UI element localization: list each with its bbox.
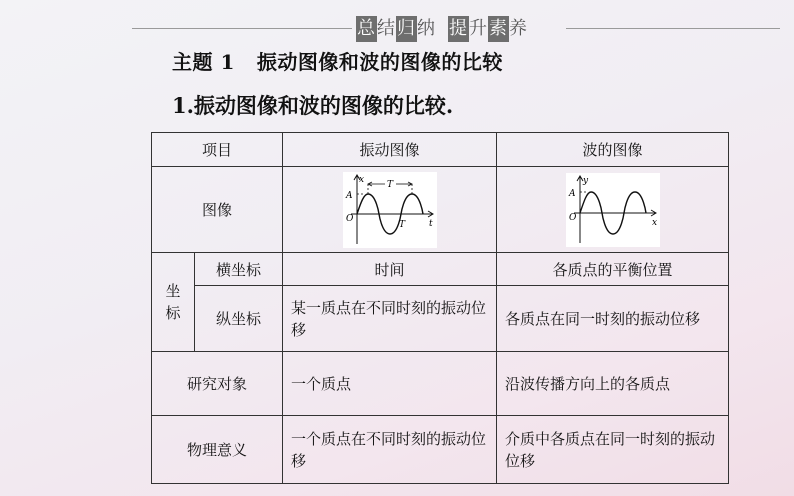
header-item: 项目 xyxy=(152,133,283,167)
cell-wave-meaning: 介质中各质点在同一时刻的振动位移 xyxy=(497,416,729,484)
section-banner xyxy=(0,16,794,42)
coordinate-group-label xyxy=(152,253,195,352)
vibration-period-label-lower: T xyxy=(398,219,405,230)
banner-char-box: 素 xyxy=(488,16,509,42)
cell-vibration-subject: 一个质点 xyxy=(283,352,497,416)
topic-number: 主题 1 xyxy=(172,50,235,74)
header-vibration: 振动图像 xyxy=(283,133,497,167)
banner-rule-left xyxy=(132,28,352,29)
cell-wave-y-coordinate: 各质点在同一时刻的振动位移 xyxy=(497,286,729,352)
row-label-y-coordinate: 纵坐标 xyxy=(195,286,283,352)
vibration-origin-label: O xyxy=(345,213,353,224)
banner-char: 纳 xyxy=(417,18,436,39)
cell-vibration-meaning: 一个质点在不同时刻的振动位移 xyxy=(283,416,497,484)
banner-char-box: 提 xyxy=(448,16,469,42)
wave-amplitude-label: A xyxy=(568,188,576,199)
cell-vibration-graph xyxy=(283,167,497,253)
vibration-amplitude-label: A xyxy=(345,190,353,201)
row-label-x-coordinate: 横坐标 xyxy=(195,253,283,286)
cell-vibration-y-coordinate: 某一质点在不同时刻的振动位移 xyxy=(283,286,497,352)
table-row-image xyxy=(152,167,729,253)
table-row-subject xyxy=(152,352,729,416)
header-wave: 波的图像 xyxy=(497,133,729,167)
coordinate-group-text: 坐标 xyxy=(165,282,181,322)
banner-char-box: 总 xyxy=(356,16,377,42)
row-label-image: 图像 xyxy=(152,167,283,253)
wave-y-axis-label: y xyxy=(582,175,588,186)
vibration-graph xyxy=(343,172,437,248)
cell-vibration-x-coordinate: 时间 xyxy=(283,253,497,286)
wave-origin-label: O xyxy=(568,212,576,223)
banner-rule-right xyxy=(566,28,780,29)
topic-title: 振动图像和波的图像的比较 xyxy=(256,50,503,74)
banner-char: 养 xyxy=(509,18,528,39)
row-label-meaning: 物理意义 xyxy=(152,416,283,484)
subtitle: 1.振动图像和波的图像的比较. xyxy=(172,93,454,118)
vibration-x-axis-label: t xyxy=(428,218,433,229)
wave-x-axis-label: x xyxy=(651,217,657,228)
table-header-row xyxy=(152,133,729,167)
banner-char: 结 xyxy=(377,18,396,39)
cell-wave-x-coordinate: 各质点的平衡位置 xyxy=(497,253,729,286)
wave-graph xyxy=(566,173,660,247)
table-row-y-coordinate xyxy=(152,286,729,352)
topic-heading xyxy=(172,46,503,75)
table-row-x-coordinate xyxy=(152,253,729,286)
banner-char: 升 xyxy=(469,18,488,39)
row-label-subject: 研究对象 xyxy=(152,352,283,416)
vibration-period-label: T xyxy=(386,179,393,190)
table-row-meaning xyxy=(152,416,729,484)
banner-char-box: 归 xyxy=(396,16,417,42)
vibration-y-axis-label: x xyxy=(358,174,364,185)
comparison-table xyxy=(151,132,729,484)
cell-wave-subject: 沿波传播方向上的各质点 xyxy=(497,352,729,416)
banner-title xyxy=(356,16,528,42)
cell-wave-graph xyxy=(497,167,729,253)
